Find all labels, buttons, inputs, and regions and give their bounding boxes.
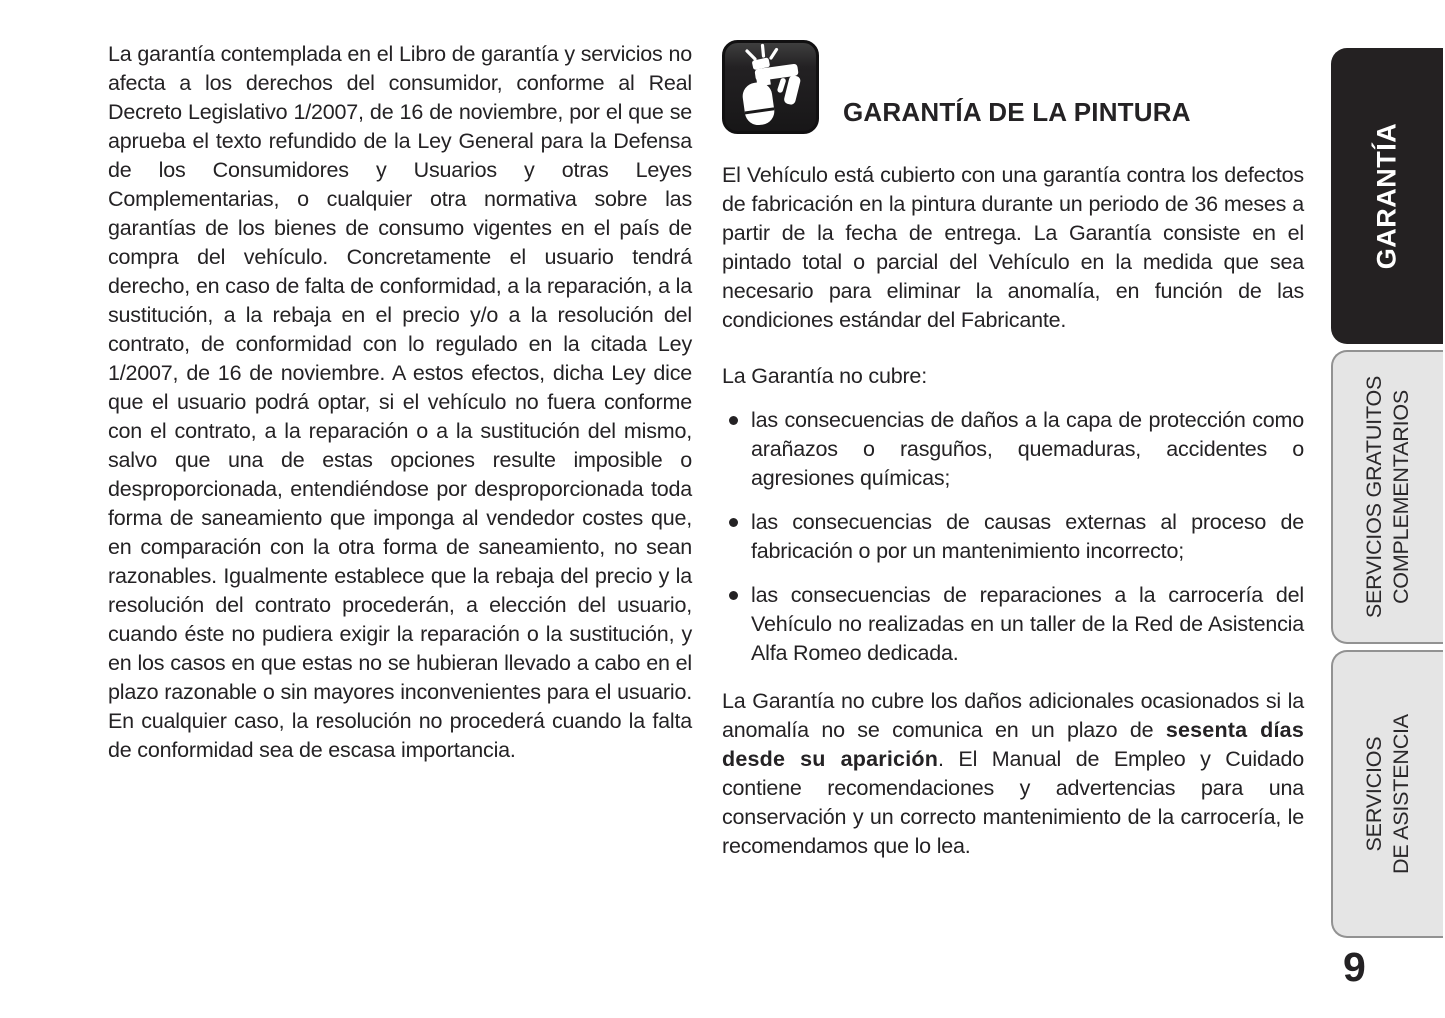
list-item bbox=[722, 406, 1304, 493]
paint-spray-gun-icon bbox=[722, 40, 819, 134]
section-header bbox=[722, 40, 1304, 134]
closing-text-post: . El Manual de Empleo y Cuidado contiene recomendaciones y advertencias para una conservación y un correcto mantenimiento de la carrocería, le recomendamos que lo lea. bbox=[722, 747, 1304, 858]
sidebar-tab-garantia bbox=[1331, 48, 1443, 344]
closing-bold-text: sesenta días desde su aparición bbox=[722, 718, 1304, 771]
paint-warranty-intro: El Vehículo está cubierto con una garantía contra los defectos de fabricación en la pintura durante un periodo de 36 meses a partir de la fecha de entrega. La Garantía consiste en el pintado total o parcial del Vehículo en la medida que sea necesario para eliminar la anomalía, en función de las condiciones estándar del Fabricante. bbox=[722, 163, 1304, 332]
list-item bbox=[722, 508, 1304, 566]
list-item bbox=[722, 581, 1304, 668]
bullet-icon bbox=[729, 518, 738, 527]
sidebar-tab-servicios-asistencia bbox=[1331, 650, 1443, 938]
closing-paragraph bbox=[722, 687, 1304, 861]
page-number: 9 bbox=[1343, 944, 1366, 990]
sidebar-tab-label bbox=[1361, 376, 1415, 618]
list-item-text: las consecuencias de reparaciones a la carrocería del Vehículo no realizadas en un taller de la Red de Asistencia Alfa Romeo dedicada. bbox=[751, 583, 1304, 665]
bullet-icon bbox=[729, 416, 738, 425]
closing-text-pre: La Garantía no cubre los daños adicionales ocasionados si la anomalía no se comunica en un plazo de bbox=[722, 689, 1304, 742]
tab-label-line: SERVICIOS bbox=[1362, 736, 1386, 852]
tab-label-line: COMPLEMENTARIOS bbox=[1389, 389, 1413, 605]
exclusions-list bbox=[722, 406, 1304, 668]
warranty-law-paragraph: La garantía contemplada en el Libro de garantía y servicios no afecta a los derechos del consumidor, conforme al Real Decreto Legislativo 1/2007, de 16 de noviembre, por el que se aprueba el texto refundido de la Ley General para la Defensa de los Consumidores y Usuarios y otras Leyes Complementarias, o cualquier otra normativa sobre las garantías de los bienes de consumo vigentes en el país de compra del vehículo. Concretamente el usuario tendrá derecho, en caso de falta de conformidad, a la reparación, a la sustitución, a la rebaja en el precio y/o a la resolución del contrato, de conformidad con lo regulado en la citada Ley 1/2007, de 16 de noviembre. A estos efectos, dicha Ley dice que el usuario podrá optar, si el vehículo no fuera conforme con el contrato, a la reparación o a la sustitución del mismo, salvo que una de estas opciones resulte imposible o desproporcionada, entendiéndose por desproporcionada toda forma de saneamiento que imponga al vendedor costes que, en comparación con la otra forma de saneamiento, no sean razonables. Igualmente establece que la rebaja del precio y la resolución del contrato procederán, a elección del usuario, cuando éste no pudiera exigir la reparación o la sustitución, y en los casos en que estas no se hubieran llevado a cabo en el plazo razonable o sin mayores inconvenientes para el usuario. En cualquier caso, la resolución no procederá cuando la falta de conformidad sea de escasa importancia. bbox=[108, 42, 692, 762]
section-title: GARANTÍA DE LA PINTURA bbox=[843, 97, 1191, 127]
sidebar-tab-servicios-gratuitos bbox=[1331, 350, 1443, 644]
bullet-icon bbox=[729, 591, 738, 600]
sidebar-tab-label bbox=[1361, 714, 1415, 874]
not-covered-label: La Garantía no cubre: bbox=[722, 364, 927, 388]
tab-label-line: GARANTÍA bbox=[1371, 122, 1402, 270]
right-column bbox=[722, 40, 1304, 861]
list-item-text: las consecuencias de causas externas al proceso de fabricación o por un mantenimiento incorrecto; bbox=[751, 510, 1304, 563]
tab-label-line: SERVICIOS GRATUITOS bbox=[1362, 375, 1386, 619]
tab-label-line: DE ASISTENCIA bbox=[1389, 714, 1413, 874]
list-item-text: las consecuencias de daños a la capa de protección como arañazos o rasguños, quemaduras, accidentes o agresiones químicas; bbox=[751, 408, 1304, 490]
sidebar-tab-label bbox=[1372, 123, 1403, 270]
left-column bbox=[108, 40, 692, 765]
